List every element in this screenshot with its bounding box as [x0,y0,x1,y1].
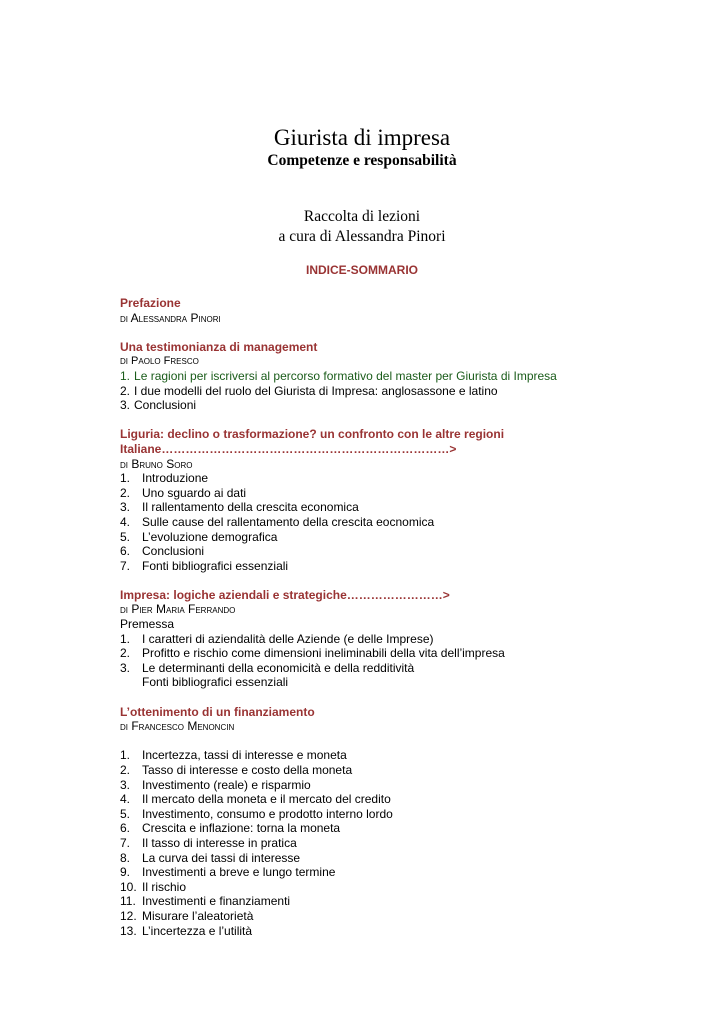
list-item [120,763,620,778]
document-title: Giurista di impresa [273,125,451,150]
item-number: 2. [120,383,131,398]
item-number: 1. [120,748,131,763]
item-text: Le determinanti della economicità e della redditività [142,660,415,675]
collection-line: Raccolta di lezioni [303,208,421,225]
list-item [120,894,620,909]
editor-line: a cura di Alessandra Pinori [278,228,446,245]
list-item [120,632,620,647]
section-items [120,471,620,573]
list-item [120,661,620,676]
list-item [120,486,620,501]
section-items [120,748,620,938]
table-of-contents [120,296,620,953]
item-text: Investimento (reale) e risparmio [142,777,311,792]
section-title: Prefazione [120,296,181,310]
list-item [120,865,620,880]
section-liguria [120,427,620,573]
fonti-item: Fonti bibliografici essenziali [142,675,289,690]
collection-info [0,207,724,247]
list-item [120,778,620,793]
item-text: Investimenti a breve e lungo termine [142,865,336,880]
section-title: Liguria: declino o trasformazione? un confronto con le altre regioni [120,427,505,442]
section-testimonianza [120,340,620,413]
item-number: 6. [120,544,131,559]
item-text: Tasso di interesse e costo della moneta [142,763,353,777]
item-text: Conclusioni [142,544,205,559]
list-item [120,851,620,866]
list-item [120,792,620,807]
list-item [120,384,620,399]
list-item [120,369,620,384]
item-text: Investimenti e finanziamenti [142,894,291,909]
item-text: Il rallentamento della crescita economica [142,500,359,515]
section-author: di Francesco Menoncin [120,719,235,734]
item-number: 4. [120,514,131,529]
list-item [120,559,620,574]
item-text: Il tasso di interesse in pratica [142,835,297,850]
list-item [120,836,620,851]
section-items [120,632,620,676]
list-item [120,821,620,836]
item-text: Fonti bibliografici essenziali [142,558,289,573]
section-prefazione [120,296,620,325]
item-number: 2. [120,763,131,777]
section-author: di Pier Maria Ferrando [120,602,236,617]
item-text: Sulle cause del rallentamento della crescita eocnomica [142,514,435,529]
item-text: I caratteri di aziendalità delle Aziende (e delle Imprese) [142,631,434,646]
document-subtitle: Competenze e responsabilità [267,152,457,169]
section-title: Una testimonianza di management [120,339,318,354]
section-impresa [120,588,620,690]
item-number: 12. [120,908,137,923]
list-item [120,924,620,939]
item-number: 1. [120,368,131,383]
list-item [120,515,620,530]
list-item [120,748,620,763]
item-text: Profitto e rischio come dimensioni ineliminabili della vita dell’impresa [142,646,505,661]
item-text: Incertezza, tassi di interesse e moneta [142,748,347,763]
item-number: 4. [120,792,131,807]
item-number: 1. [120,631,131,646]
list-item [120,807,620,822]
item-number: 2. [120,646,131,661]
item-number: 13. [120,923,137,938]
item-text: I due modelli del ruolo del Giurista di Impresa: anglosassone e latino [134,383,498,398]
item-text: La curva dei tassi di interesse [142,850,301,865]
item-number: 5. [120,806,131,821]
item-text: Investimento, consumo e prodotto interno lordo [142,806,393,821]
list-item [120,471,620,486]
section-title: L’ottenimento di un finanziamento [120,704,315,719]
list-item [120,909,620,924]
list-item [120,544,620,559]
item-number: 10. [120,879,137,894]
item-number: 6. [120,821,131,836]
item-text: L’incertezza e l’utilità [142,923,253,938]
item-text: Uno sguardo ai dati [142,485,247,500]
list-item [120,398,620,413]
list-item [120,880,620,895]
item-text: Il mercato della moneta e il mercato del credito [142,792,391,807]
item-number: 3. [120,398,131,413]
section-finanziamento [120,705,620,939]
list-item [120,500,620,515]
item-text: Conclusioni [134,398,197,413]
item-number: 7. [120,558,131,573]
item-text: Le ragioni per iscriversi al percorso formativo del master per Giurista di Impresa [134,368,557,383]
section-author: di Bruno Soro [120,456,193,471]
index-heading: INDICE-SOMMARIO [306,263,418,277]
item-text: Il rischio [142,879,187,894]
item-number: 5. [120,529,131,544]
item-text: Crescita e inflazione: torna la moneta [142,821,341,836]
section-author: di Alessandra Pinori [120,310,221,325]
section-title-continued: Italiane………………………………………………………………> [120,441,457,456]
spacer [120,734,620,749]
item-text: Misurare l’aleatorietà [142,908,254,923]
item-text: L’evoluzione demografica [142,529,278,544]
item-number: 3. [120,777,131,792]
list-item [120,530,620,545]
item-number: 1. [120,471,131,486]
item-number: 8. [120,850,131,865]
section-title: Impresa: logiche aziendali e strategiche……………………> [120,587,450,602]
item-number: 11. [120,894,136,909]
item-number: 3. [120,660,131,675]
item-number: 3. [120,500,131,515]
section-author: di Paolo Fresco [120,355,199,368]
item-number: 9. [120,865,131,880]
section-items [120,369,620,413]
item-number: 7. [120,835,131,850]
list-item [120,646,620,661]
premessa-item: Premessa [120,617,175,632]
item-text: Introduzione [142,471,209,486]
item-number: 2. [120,485,131,500]
